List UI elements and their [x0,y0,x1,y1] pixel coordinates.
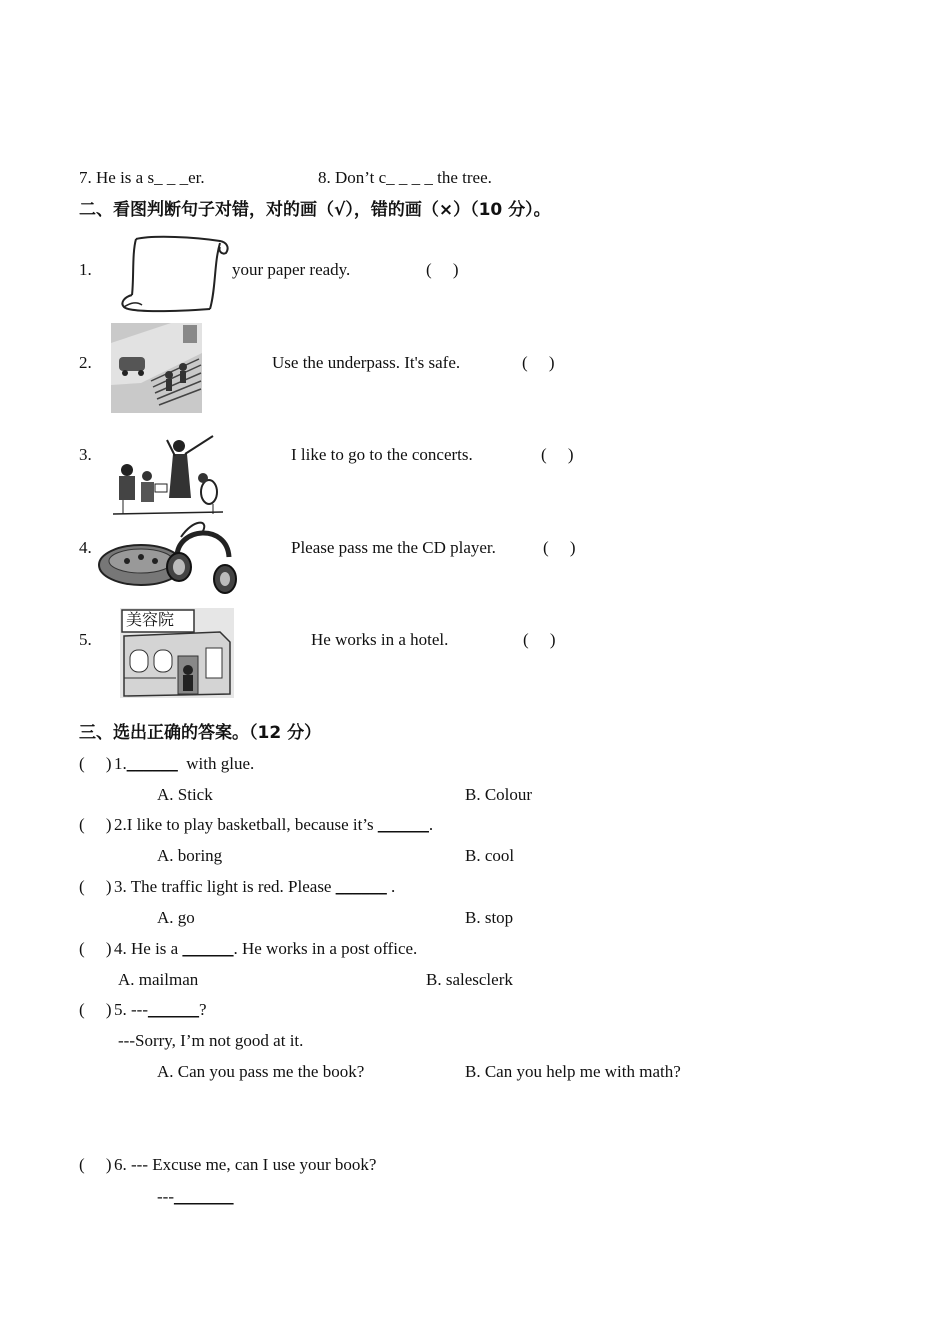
s2-item2-answer-paren[interactable]: ( ) [522,353,555,372]
s3-q4-option-b[interactable]: B. salesclerk [426,970,513,989]
s3-q4-blank: ______ [182,939,234,958]
s2-item3-answer-paren[interactable]: ( ) [541,445,574,464]
s3-q3-bracket[interactable]: ( ) [79,877,112,896]
s3-q1-bracket[interactable]: ( ) [79,754,112,773]
s3-q3-blank: ______ [335,877,387,896]
s2-item1-text: your paper ready. [232,260,351,279]
s3-q1-option-a[interactable]: A. Stick [157,785,213,804]
s2-item3-text: I like to go to the concerts. [291,445,473,464]
s3-q5-bracket[interactable]: ( ) [79,1000,112,1019]
fill-in-q8: 8. Don’t c_ _ _ _ the tree. [318,168,492,187]
s3-q5-reply: ---Sorry, I’m not good at it. [118,1031,304,1050]
s2-item4-text: Please pass me the CD player. [291,538,496,557]
s3-q5-option-a[interactable]: A. Can you pass me the book? [157,1062,365,1081]
paper-scroll-picture [114,233,232,315]
s3-q3-stem: 3. The traffic light is red. Please ______ . [114,877,396,896]
s2-item4-answer-paren[interactable]: ( ) [543,538,576,557]
underpass-street-picture [111,323,202,413]
s3-q1-option-b[interactable]: B. Colour [465,785,533,804]
s3-q4-stem: 4. He is a ______. He works in a post office. [114,939,418,958]
section2-title: 二、看图判断句子对错，对的画（√），错的画（×）（10 分）。 [79,200,551,220]
fill-in-q7: 7. He is a s_ _ _er. [79,168,205,187]
s3-q2-option-a[interactable]: A. boring [157,846,223,865]
s2-item2-number: 2. [79,353,92,372]
cd-player-headphones-picture [97,517,239,601]
s3-q5-option-b[interactable]: B. Can you help me with math? [465,1062,681,1081]
s2-item1-answer-paren[interactable]: ( ) [426,260,459,279]
s3-q4-bracket[interactable]: ( ) [79,939,112,958]
s3-q4-option-a[interactable]: A. mailman [118,970,199,989]
orchestra-concert-picture [113,428,223,518]
beauty-salon-building-picture [120,608,234,698]
s3-q2-bracket[interactable]: ( ) [79,815,112,834]
s2-item2-text: Use the underpass. It's safe. [272,353,461,372]
s3-q5-stem: 5. ---______? [114,1000,207,1019]
s3-q5-blank: ______ [147,1000,199,1019]
s3-q6-reply: ---_______ [157,1187,234,1206]
s3-q2-stem: 2.I like to play basketball, because it’s ______. [114,815,434,834]
s2-item4-number: 4. [79,538,92,557]
s3-q6-blank: _______ [173,1187,234,1206]
s3-q2-blank: ______ [377,815,429,834]
s3-q1-blank: ______ [126,754,178,773]
salon-sign-text: 美容院 [126,610,175,629]
s2-item5-text: He works in a hotel. [311,630,449,649]
s3-q6-stem: 6. --- Excuse me, can I use your book? [114,1155,377,1174]
s3-q3-option-a[interactable]: A. go [157,908,195,927]
section3-title: 三、选出正确的答案。（12 分） [79,723,322,743]
s3-q6-bracket[interactable]: ( ) [79,1155,112,1174]
s2-item3-number: 3. [79,445,92,464]
s2-item5-number: 5. [79,630,92,649]
s3-q2-option-b[interactable]: B. cool [465,846,515,865]
s3-q1-stem: 1.______ with glue. [114,754,255,773]
s3-q3-option-b[interactable]: B. stop [465,908,514,927]
s2-item1-number: 1. [79,260,92,279]
s2-item5-answer-paren[interactable]: ( ) [523,630,556,649]
